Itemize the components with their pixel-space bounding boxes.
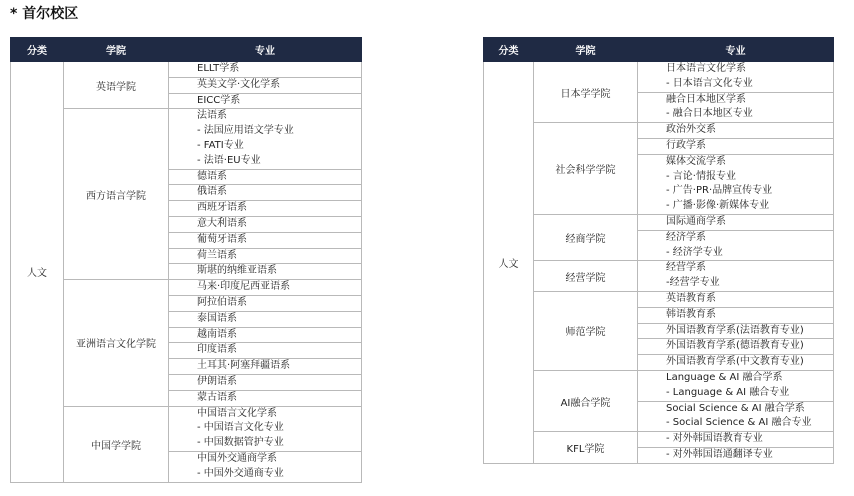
table-row	[484, 123, 834, 139]
table-row	[11, 406, 362, 421]
major-cell: 德语系	[169, 169, 362, 185]
major-cell: 中国外交通商学系	[169, 451, 362, 466]
table-row	[484, 432, 834, 448]
college-cell: 日本学学院	[534, 62, 638, 123]
major-cell: - 对外韩国语教育专业	[638, 432, 834, 448]
major-cell: - 日本语言文化专业	[638, 77, 834, 92]
major-cell: 印度语系	[169, 343, 362, 359]
college-cell: AI融合学院	[534, 370, 638, 431]
college-cell: 中国学学院	[64, 406, 169, 482]
category-cell: 人文	[11, 62, 64, 483]
college-cell: 经营学院	[534, 261, 638, 292]
header-college: 学院	[64, 38, 169, 62]
major-cell: 西班牙语系	[169, 201, 362, 217]
major-cell: 经济学系	[638, 230, 834, 245]
category-cell: 人文	[484, 62, 534, 464]
major-cell: 蒙古语系	[169, 390, 362, 406]
major-cell: - FATI专业	[169, 139, 362, 154]
major-cell: - 中国数据管护专业	[169, 436, 362, 451]
major-cell: 英语教育系	[638, 291, 834, 307]
major-cell: 融合日本地区学系	[638, 92, 834, 107]
header-major: 专业	[169, 38, 362, 62]
major-cell: 外国语教育学系(法语教育专业)	[638, 323, 834, 339]
header-major: 专业	[638, 38, 834, 62]
college-cell: 亚洲语言文化学院	[64, 280, 169, 406]
major-cell: 葡萄牙语系	[169, 232, 362, 248]
major-cell: - Language & AI 融合专业	[638, 386, 834, 401]
major-cell: 马来·印度尼西亚语系	[169, 280, 362, 296]
major-cell: - 法国应用语文学专业	[169, 124, 362, 139]
table-header-row	[11, 38, 362, 62]
major-cell: 韩语教育系	[638, 307, 834, 323]
college-cell: 经商学院	[534, 214, 638, 260]
table-row	[484, 291, 834, 307]
right-table	[483, 37, 834, 464]
major-cell: Social Science & AI 融合学系	[638, 401, 834, 416]
major-cell: - Social Science & AI 融合专业	[638, 416, 834, 431]
page-title: * 首尔校区	[10, 6, 79, 22]
table-row	[484, 261, 834, 276]
major-cell: 泰国语系	[169, 311, 362, 327]
major-cell: - 中国语言文化专业	[169, 421, 362, 436]
major-cell: 媒体交流学系	[638, 154, 834, 169]
major-cell: 英美文学·文化学系	[169, 77, 362, 93]
major-cell: 经营学系	[638, 261, 834, 276]
header-category: 分类	[11, 38, 64, 62]
major-cell: - 广播·影像·新媒体专业	[638, 199, 834, 214]
major-cell: -经营学专业	[638, 276, 834, 291]
major-cell: 日本语言文化学系	[638, 62, 834, 77]
table-row	[11, 280, 362, 296]
major-cell: 斯堪的纳维亚语系	[169, 264, 362, 280]
major-cell: 中国语言文化学系	[169, 406, 362, 421]
major-cell: 土耳其·阿塞拜疆语系	[169, 359, 362, 375]
major-cell: - 中国外交通商专业	[169, 467, 362, 482]
major-cell: 越南语系	[169, 327, 362, 343]
major-cell: - 法语·EU专业	[169, 154, 362, 169]
table-row	[484, 214, 834, 230]
major-cell: 法语系	[169, 109, 362, 124]
major-cell: ELLT学系	[169, 62, 362, 78]
college-cell: 师范学院	[534, 291, 638, 370]
major-cell: Language & AI 融合学系	[638, 370, 834, 385]
header-college: 学院	[534, 38, 638, 62]
table-row	[11, 109, 362, 124]
major-cell: EICC学系	[169, 93, 362, 109]
major-cell: - 广告·PR·品牌宣传专业	[638, 184, 834, 199]
major-cell: 政治外交系	[638, 123, 834, 139]
major-cell: - 经济学专业	[638, 246, 834, 261]
left-table	[10, 37, 362, 483]
major-cell: 外国语教育学系(中文教育专业)	[638, 355, 834, 371]
table-header-row	[484, 38, 834, 62]
major-cell: 行政学系	[638, 138, 834, 154]
major-cell: 阿拉伯语系	[169, 295, 362, 311]
major-cell: 伊朗语系	[169, 374, 362, 390]
major-cell: - 言论·情报专业	[638, 170, 834, 185]
header-category: 分类	[484, 38, 534, 62]
table-row	[11, 62, 362, 78]
major-cell: 意大利语系	[169, 216, 362, 232]
college-cell: 英语学院	[64, 62, 169, 109]
major-cell: 荷兰语系	[169, 248, 362, 264]
college-cell: 社会科学学院	[534, 123, 638, 215]
major-cell: - 融合日本地区专业	[638, 107, 834, 122]
college-cell: KFL学院	[534, 432, 638, 464]
major-cell: 外国语教育学系(德语教育专业)	[638, 339, 834, 355]
major-cell: 俄语系	[169, 185, 362, 201]
major-cell: 国际通商学系	[638, 214, 834, 230]
table-row	[484, 370, 834, 385]
major-cell: - 对外韩国语通翻译专业	[638, 447, 834, 463]
table-row	[484, 62, 834, 77]
college-cell: 西方语言学院	[64, 109, 169, 280]
